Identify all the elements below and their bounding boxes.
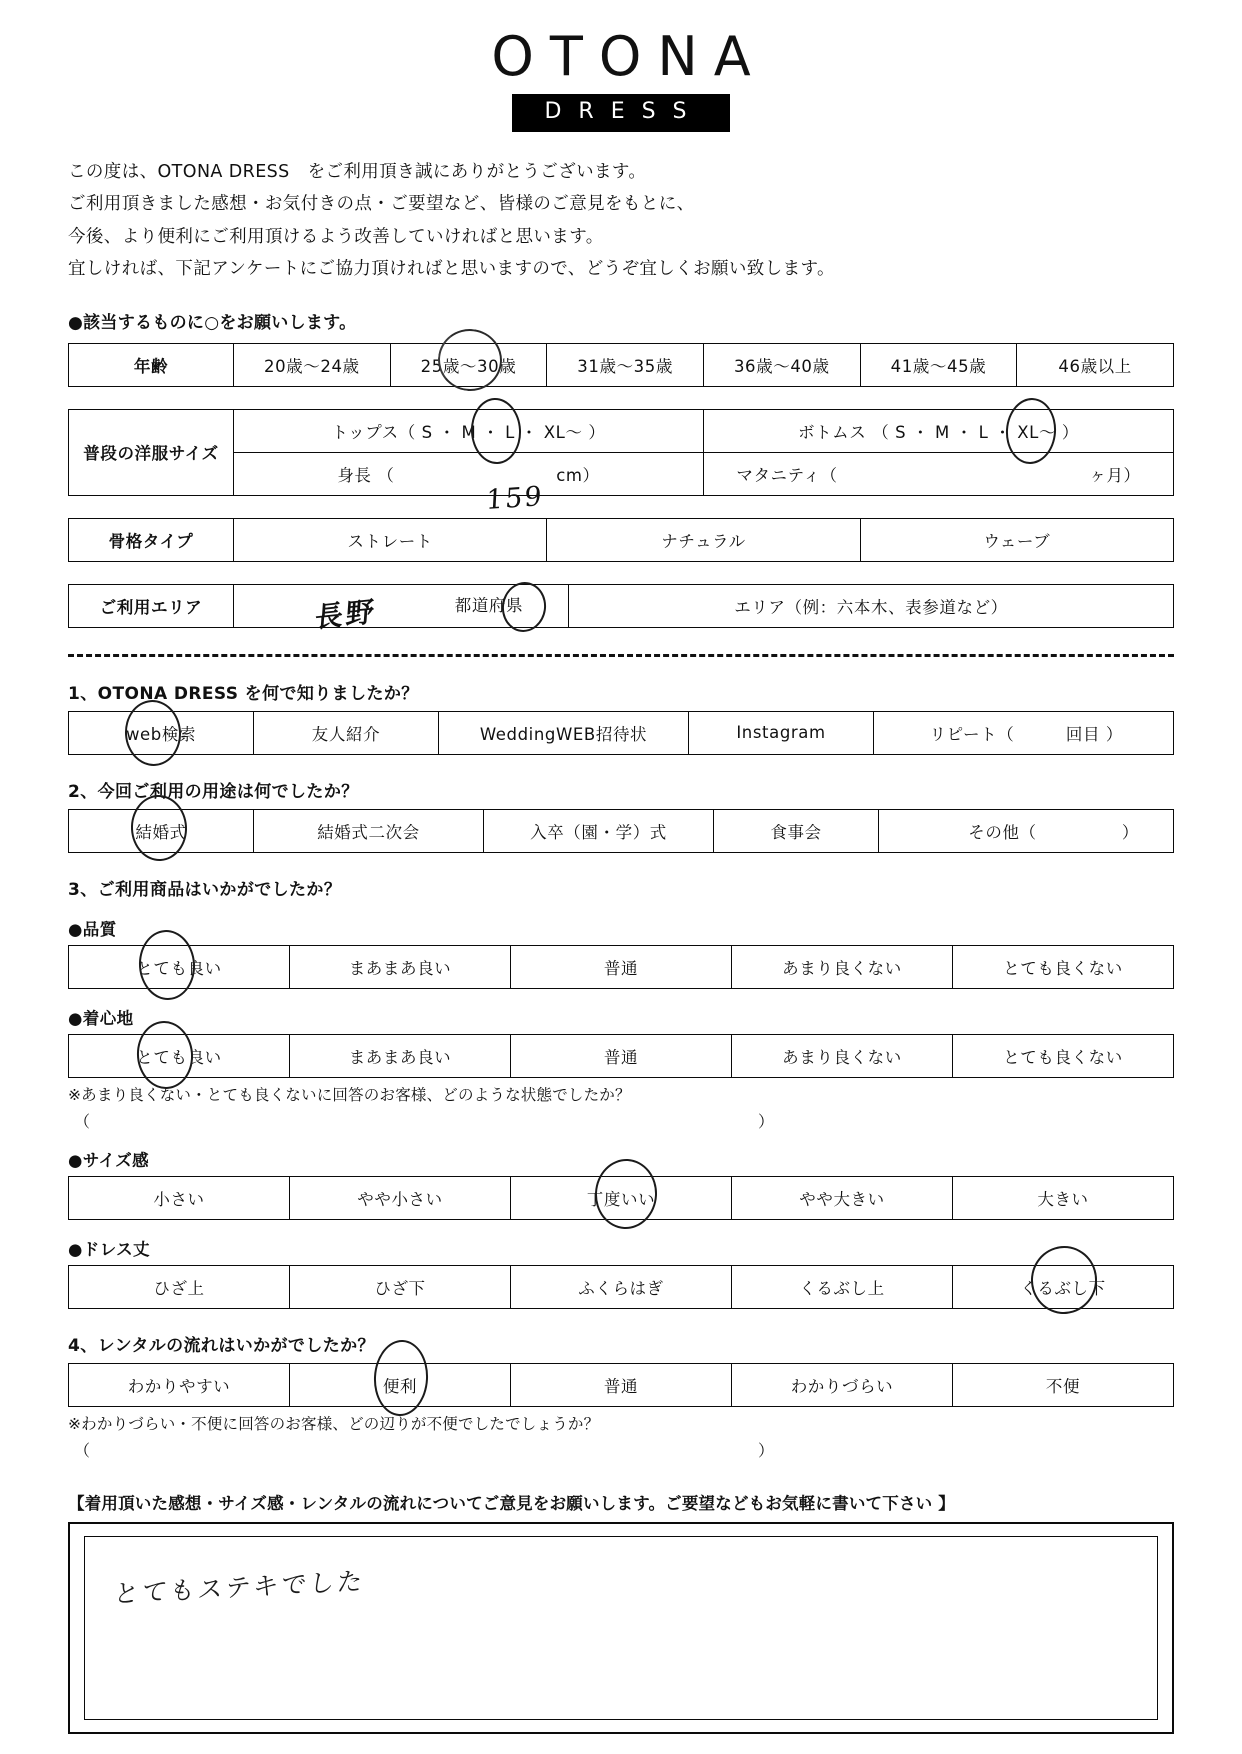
table-row bbox=[69, 452, 1174, 495]
fit-table bbox=[68, 1176, 1174, 1220]
age-option-25-30-label: 25歳〜30歳 bbox=[420, 356, 517, 376]
question-2-heading: 2、今回ご利用の用途は何でしたか？ bbox=[68, 781, 359, 802]
handwritten-free-comment: とてもステキでした bbox=[112, 1565, 367, 1609]
q2-option-wedding[interactable] bbox=[69, 809, 254, 852]
q4-followup-note: ※わかりづらい・不便に回答のお客様、どの辺りが不便でしたでしょうか？ bbox=[68, 1414, 600, 1433]
table-row bbox=[69, 1176, 1174, 1219]
area-hint-cell[interactable]: エリア（例：六本木、表参道など） bbox=[569, 584, 1174, 627]
q1-option-instagram[interactable]: Instagram bbox=[689, 711, 874, 754]
q4-option-normal[interactable]: 普通 bbox=[511, 1363, 732, 1406]
intro-line-1: この度は、OTONA DRESS をご利用頂き誠にありがとうございます。 bbox=[68, 162, 647, 182]
q1-option-web-search[interactable] bbox=[69, 711, 254, 754]
comfort-option-fairly-good[interactable]: まあまあ良い bbox=[290, 1034, 511, 1077]
handwritten-prefecture-value: 長野 bbox=[313, 594, 378, 635]
q1-option-web-search-label: web検索 bbox=[125, 724, 197, 744]
frame-row-label: 骨格タイプ bbox=[69, 518, 234, 561]
free-comment-heading: 【着用頂いた感想・サイズ感・レンタルの流れについてご意見をお願いします。ご要望などもお気軽に書いて下さい 】 bbox=[68, 1493, 956, 1513]
quality-label: ●品質 bbox=[68, 919, 117, 939]
length-label: ●ドレス丈 bbox=[68, 1239, 150, 1259]
q4-option-easy[interactable]: わかりやすい bbox=[69, 1363, 290, 1406]
q1-option-repeat-label: リピート（ bbox=[929, 724, 1015, 744]
size-bottoms-cell[interactable] bbox=[704, 409, 1174, 452]
q2-other-close-paren: ） bbox=[1121, 822, 1139, 842]
age-option-20-24[interactable]: 20歳〜24歳 bbox=[234, 343, 391, 386]
comfort-option-normal[interactable]: 普通 bbox=[511, 1034, 732, 1077]
age-option-46-plus[interactable]: 46歳以上 bbox=[1017, 343, 1174, 386]
free-comment-inner-frame bbox=[84, 1536, 1158, 1720]
comfort-option-very-good-label: とても良い bbox=[136, 1047, 222, 1067]
size-height-cell[interactable] bbox=[234, 452, 704, 516]
quality-option-very-bad[interactable]: とても良くない bbox=[953, 945, 1174, 988]
comfort-option-not-good[interactable]: あまり良くない bbox=[732, 1034, 953, 1077]
table-row bbox=[69, 518, 1174, 561]
logo-otona-text: OTONA bbox=[491, 25, 767, 88]
fit-option-small[interactable]: 小さい bbox=[69, 1176, 290, 1219]
q4-paren-close: ） bbox=[758, 1440, 775, 1460]
quality-option-very-good[interactable] bbox=[69, 945, 290, 988]
frame-option-straight[interactable]: ストレート bbox=[234, 518, 547, 561]
maternity-unit: ヶ月） bbox=[1089, 465, 1141, 485]
comfort-followup-note: ※あまり良くない・とても良くないに回答のお客様、どのような状態でしたか？ bbox=[68, 1085, 631, 1104]
quality-option-fairly-good[interactable]: まあまあ良い bbox=[290, 945, 511, 988]
table-row bbox=[69, 945, 1174, 988]
comfort-label: ●着心地 bbox=[68, 1008, 134, 1028]
table-row bbox=[69, 1363, 1174, 1406]
age-option-41-45[interactable]: 41歳〜45歳 bbox=[860, 343, 1017, 386]
q4-option-convenient-label: 便利 bbox=[382, 1376, 418, 1396]
handwritten-height-value: 159 bbox=[485, 480, 545, 516]
question-1-heading: 1、OTONA DRESS を何で知りましたか？ bbox=[68, 683, 419, 704]
frame-type-table bbox=[68, 518, 1174, 562]
quality-option-normal[interactable]: 普通 bbox=[511, 945, 732, 988]
q1-option-repeat[interactable] bbox=[874, 711, 1174, 754]
frame-option-natural[interactable]: ナチュラル bbox=[547, 518, 860, 561]
age-option-36-40[interactable]: 36歳〜40歳 bbox=[703, 343, 860, 386]
length-option-below-ankle-label: くるぶし下 bbox=[1020, 1278, 1106, 1298]
q1-option-weddingweb[interactable]: WeddingWEB招待状 bbox=[439, 711, 689, 754]
area-table bbox=[68, 584, 1174, 635]
free-comment-box[interactable] bbox=[68, 1522, 1174, 1734]
length-option-above-knee[interactable]: ひざ上 bbox=[69, 1265, 290, 1308]
q4-followup-answer-line[interactable] bbox=[68, 1438, 1174, 1460]
comfort-table bbox=[68, 1034, 1174, 1078]
q4-paren-open: （ bbox=[74, 1440, 91, 1460]
instruction-circle-applicable: ●該当するものに○をお願いします。 bbox=[68, 312, 357, 333]
age-table bbox=[68, 343, 1174, 387]
q4-option-confusing[interactable]: わかりづらい bbox=[732, 1363, 953, 1406]
intro-line-3: 今後、より便利にご利用頂けるよう改善していければと思います。 bbox=[68, 226, 604, 247]
area-row-label: ご利用エリア bbox=[69, 584, 234, 627]
table-row bbox=[69, 809, 1174, 852]
question-3-heading: 3、ご利用商品はいかがでしたか？ bbox=[68, 879, 342, 900]
fit-label: ●サイズ感 bbox=[68, 1150, 150, 1170]
q4-option-convenient[interactable] bbox=[290, 1363, 511, 1406]
section-divider bbox=[68, 654, 1174, 657]
fit-option-slightly-large[interactable]: やや大きい bbox=[732, 1176, 953, 1219]
intro-paragraph bbox=[68, 156, 1242, 286]
area-prefecture-suffix: 都道府県 bbox=[454, 596, 524, 616]
age-row-label: 年齢 bbox=[69, 343, 234, 386]
q2-option-wedding-label: 結婚式 bbox=[135, 822, 187, 842]
intro-line-2: ご利用頂きました感想・お気付きの点・ご要望など、皆様のご意見をもとに、 bbox=[68, 194, 695, 215]
size-maternity-cell[interactable] bbox=[704, 452, 1174, 495]
q2-option-other[interactable] bbox=[879, 809, 1174, 852]
q2-option-ceremony[interactable]: 入卒（園・学）式 bbox=[484, 809, 714, 852]
clothing-size-table bbox=[68, 409, 1174, 516]
intro-line-4: 宜しければ、下記アンケートにご協力頂ければと思いますので、どうぞ宜しくお願い致します。 bbox=[68, 259, 835, 280]
height-label: 身長 （ bbox=[337, 465, 395, 485]
comfort-paren-close: ） bbox=[758, 1111, 775, 1131]
q1-repeat-count-suffix: 回目 ） bbox=[1065, 724, 1123, 744]
table-row bbox=[69, 1265, 1174, 1308]
comfort-paren-open: （ bbox=[74, 1111, 91, 1131]
table-row bbox=[69, 343, 1174, 386]
q2-option-dining[interactable]: 食事会 bbox=[714, 809, 879, 852]
quality-table bbox=[68, 945, 1174, 989]
fit-option-slightly-small[interactable]: やや小さい bbox=[290, 1176, 511, 1219]
table-row bbox=[69, 711, 1174, 754]
q2-option-other-label: その他（ bbox=[968, 822, 1037, 842]
length-option-below-knee[interactable]: ひざ下 bbox=[290, 1265, 511, 1308]
size-bottoms-label: ボトムス （ S ・ M ・ L ・ XL〜 ） bbox=[797, 422, 1079, 442]
comfort-option-very-good[interactable] bbox=[69, 1034, 290, 1077]
dress-length-table bbox=[68, 1265, 1174, 1309]
fit-option-just-right[interactable] bbox=[511, 1176, 732, 1219]
area-prefecture-cell[interactable] bbox=[234, 584, 569, 635]
fit-option-large[interactable]: 大きい bbox=[953, 1176, 1174, 1219]
age-option-31-35[interactable]: 31歳〜35歳 bbox=[547, 343, 704, 386]
q1-table bbox=[68, 711, 1174, 755]
size-row-label: 普段の洋服サイズ bbox=[69, 409, 234, 495]
height-unit: cm） bbox=[556, 465, 600, 485]
q2-table bbox=[68, 809, 1174, 853]
q4-table bbox=[68, 1363, 1174, 1407]
q1-option-friend[interactable]: 友人紹介 bbox=[254, 711, 439, 754]
q4-option-inconvenient[interactable]: 不便 bbox=[953, 1363, 1174, 1406]
length-option-calf[interactable]: ふくらはぎ bbox=[511, 1265, 732, 1308]
maternity-label: マタニティ（ bbox=[736, 465, 838, 485]
fit-option-just-right-label: 丁度いい bbox=[586, 1189, 656, 1209]
length-option-above-ankle[interactable]: くるぶし上 bbox=[732, 1265, 953, 1308]
quality-option-very-good-label: とても良い bbox=[136, 958, 222, 978]
question-4-heading: 4、レンタルの流れはいかがでしたか？ bbox=[68, 1335, 375, 1356]
q2-option-afterparty[interactable]: 結婚式二次会 bbox=[254, 809, 484, 852]
comfort-option-very-bad[interactable]: とても良くない bbox=[953, 1034, 1174, 1077]
length-option-below-ankle[interactable] bbox=[953, 1265, 1174, 1308]
brand-logo bbox=[0, 0, 1242, 132]
table-row bbox=[69, 1034, 1174, 1077]
frame-option-wave[interactable]: ウェーブ bbox=[860, 518, 1173, 561]
comfort-followup-answer-line[interactable] bbox=[68, 1109, 1174, 1131]
age-option-25-30[interactable] bbox=[390, 343, 547, 386]
table-row bbox=[69, 409, 1174, 452]
size-tops-cell[interactable] bbox=[234, 409, 704, 452]
logo-dress-bar: DRESS bbox=[512, 94, 729, 132]
quality-option-not-good[interactable]: あまり良くない bbox=[732, 945, 953, 988]
size-tops-label: トップス（ S ・ M ・ L ・ XL〜 ） bbox=[331, 422, 606, 442]
table-row bbox=[69, 584, 1174, 627]
